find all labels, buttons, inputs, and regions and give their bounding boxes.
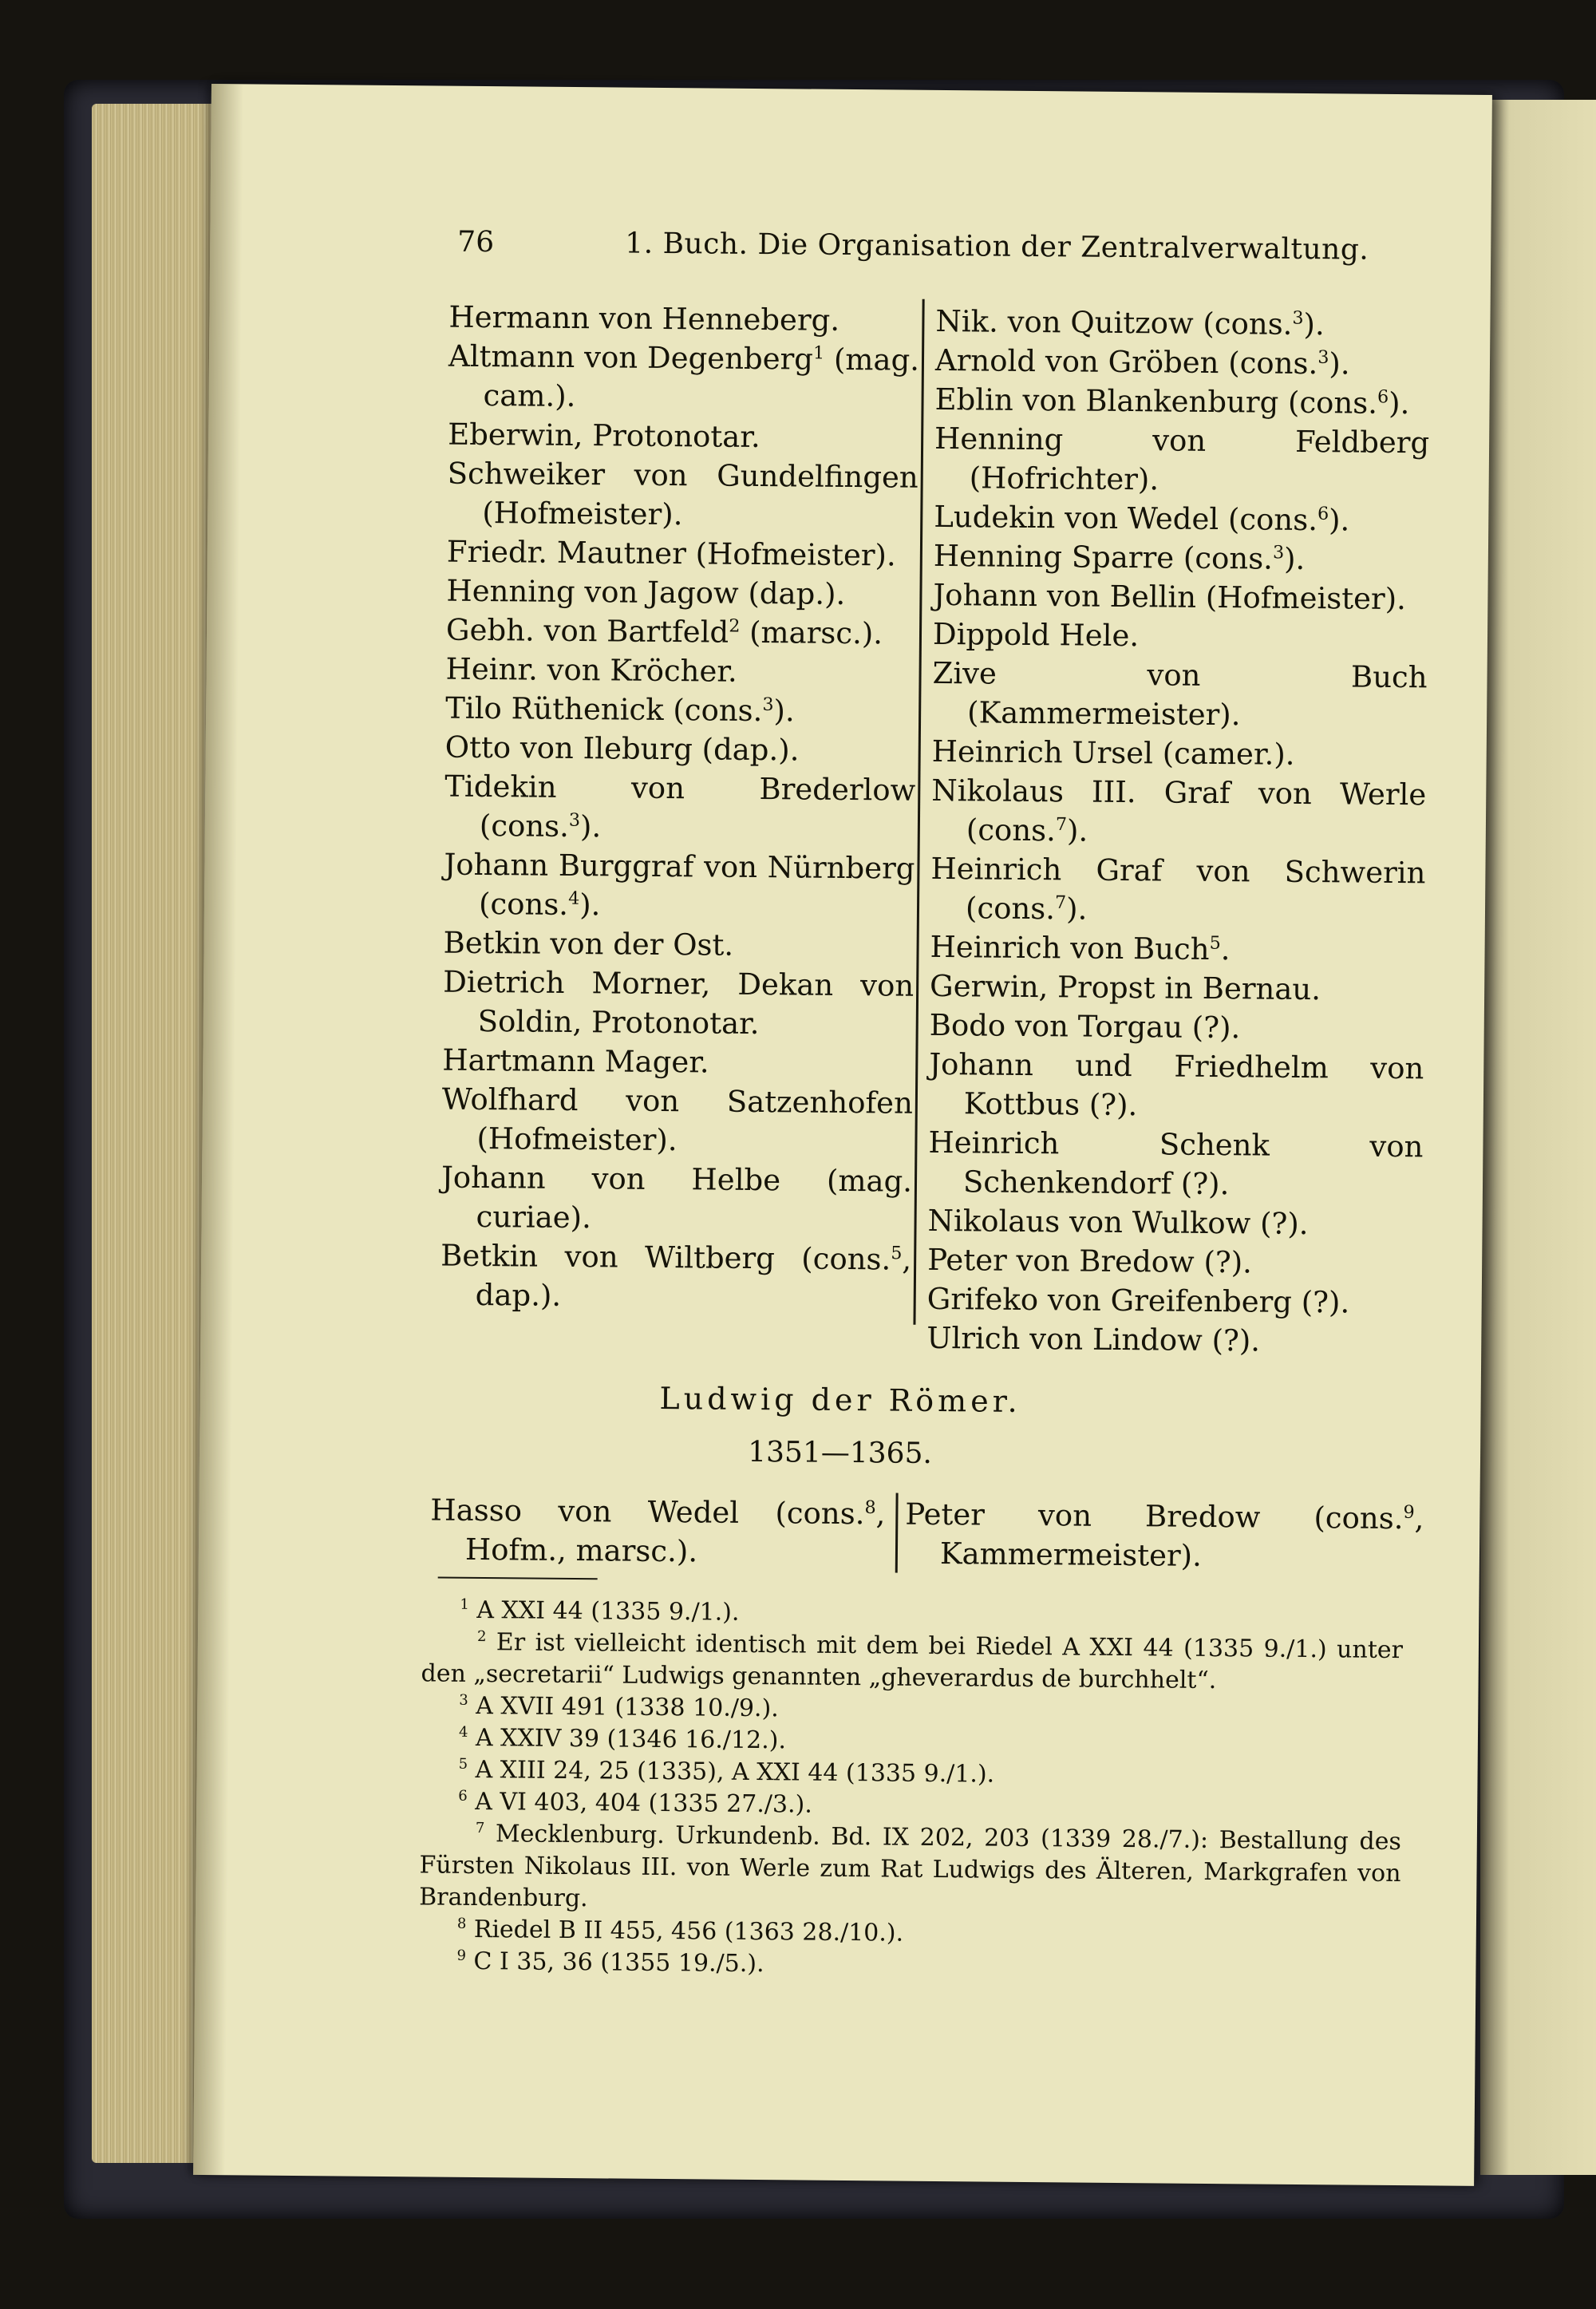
register-entry — [440, 1236, 912, 1319]
entry-text: Johann von Bellin (Hofmeister). — [933, 577, 1407, 617]
entry-text: Eberwin, Protonotar. — [447, 417, 760, 455]
entry-text: Altmann von Degenberg — [448, 338, 814, 377]
register-entry — [935, 341, 1430, 384]
running-head: 1. Buch. Die Organisation der Zentralverwaltung. — [625, 227, 1369, 267]
entry-text: Tidekin von Brederlow (cons. — [444, 769, 916, 844]
entry-text: Gerwin, Propst in Bernau. — [929, 968, 1321, 1007]
register-entry — [930, 927, 1424, 971]
entry-text-after: ). — [773, 694, 795, 729]
entry-text: Johann und Friedhelm von Kottbus (?). — [929, 1046, 1424, 1123]
entry-text: Grifeko von Greifenberg (?). — [926, 1281, 1350, 1320]
footnote-marker: 7 — [1055, 813, 1068, 836]
footnote-text: Er ist vielleicht identisch mit dem bei Riedel A XXI 44 (1335 9./1.) unter den „secretarii“ Ludwigs genannten „gheverardus de burchhelt“. — [421, 1628, 1404, 1695]
register-entry — [441, 1080, 913, 1162]
entry-text-after: ). — [1328, 503, 1350, 538]
register-entry — [443, 963, 915, 1045]
entry-text: Schweiker von Gundelfingen (Hofmeister). — [447, 456, 918, 532]
entry-text: Nikolaus von Wulkow (?). — [927, 1203, 1309, 1242]
register-entry — [934, 380, 1429, 423]
footnote-text: C I 35, 36 (1355 19./5.). — [465, 1947, 764, 1979]
entry-text: Hermann von Henneberg. — [448, 299, 840, 338]
footnote-text: A XXI 44 (1335 9./1.). — [468, 1595, 740, 1627]
register-entry — [930, 1006, 1424, 1049]
footnote-number: 5 — [458, 1755, 468, 1773]
entry-text-after: , Kammermeister). — [939, 1501, 1424, 1573]
entry-text: Gebh. von Bartfeld — [445, 612, 729, 650]
entry-text-after: , dap.). — [475, 1242, 912, 1313]
register-entry — [446, 571, 917, 615]
section-column-divider — [895, 1493, 899, 1573]
register-entry — [928, 1123, 1424, 1205]
entry-text: Dippold Hele. — [932, 616, 1140, 654]
register-entry — [442, 1041, 913, 1084]
entry-text: Heinrich Ursel (camer.). — [931, 733, 1295, 772]
register-entry — [926, 1319, 1421, 1362]
footnote-marker: 5 — [1209, 932, 1221, 954]
entry-text: Eblin von Blankenburg (cons. — [934, 382, 1378, 421]
register-entry — [935, 302, 1430, 345]
footnote-marker: 6 — [1317, 503, 1329, 524]
entry-text: Hartmann Mager. — [442, 1042, 709, 1080]
footnote-marker: 1 — [812, 342, 825, 364]
entry-text: Heinrich Schenk von Schenkendorf (?). — [928, 1125, 1424, 1202]
register-entry — [933, 615, 1428, 658]
register-entry — [930, 849, 1426, 931]
entry-text-after: ). — [1303, 306, 1325, 342]
footnote-text: A XIII 24, 25 (1335), A XXI 44 (1335 9./1.). — [467, 1755, 995, 1789]
entry-text: Henning von Feldberg (Hofrichter). — [934, 421, 1430, 497]
right-column — [926, 302, 1431, 1362]
footnote-marker: 3 — [1292, 307, 1304, 329]
footnote-number: 3 — [459, 1691, 468, 1709]
register-entry — [932, 732, 1427, 775]
footnote-marker: 6 — [1377, 386, 1389, 408]
entry-text: Nikolaus III. Graf von Werle (cons. — [931, 773, 1427, 848]
facing-page — [1480, 100, 1596, 2175]
register-entry — [933, 575, 1428, 619]
entry-text: Henning von Jagow (dap.). — [446, 573, 846, 611]
entry-text: Betkin von der Ost. — [443, 925, 734, 963]
footnote-marker: 9 — [1403, 1501, 1415, 1523]
entry-text: Betkin von Wiltberg (cons. — [440, 1238, 891, 1277]
register-entry — [443, 923, 914, 967]
footnote-text: A VI 403, 404 (1335 27./3.). — [467, 1787, 813, 1819]
entry-text-after: (marsc.). — [740, 615, 883, 651]
footnote-marker: 2 — [729, 615, 741, 637]
register-entry — [445, 728, 916, 771]
footnote — [419, 1817, 1401, 1922]
entry-text: Ulrich von Lindow (?). — [926, 1320, 1261, 1358]
entry-text: Dietrich Morner, Dekan von Soldin, Protonotar. — [443, 964, 915, 1042]
footnote-text: Riedel B II 455, 456 (1363 28./10.). — [466, 1915, 904, 1947]
footnote-number: 8 — [456, 1915, 467, 1932]
register-entry — [440, 1158, 912, 1240]
entry-text: Peter von Bredow (cons. — [905, 1497, 1404, 1536]
entry-text-after: ). — [1283, 541, 1306, 576]
register-entry — [445, 650, 916, 693]
entry-text-after: ). — [1388, 385, 1410, 421]
register-entry — [927, 1201, 1422, 1244]
section-left-column — [430, 1490, 886, 1572]
footnote-number: 1 — [460, 1595, 469, 1613]
entry-text-after: ). — [1065, 892, 1088, 927]
entry-text: Heinr. von Kröcher. — [445, 651, 737, 689]
register-entry — [927, 1240, 1422, 1283]
footnote-rule — [438, 1577, 598, 1580]
register-entry — [927, 1279, 1422, 1323]
footnote-marker: 3 — [1272, 542, 1285, 563]
entry-text-after: ). — [579, 888, 601, 923]
footnote — [421, 1626, 1403, 1698]
entry-text: Johann von Helbe (mag. curiae). — [440, 1160, 913, 1236]
register-entry — [446, 611, 917, 654]
register-entry — [447, 454, 918, 536]
register-entry — [448, 298, 919, 341]
register-entry — [934, 497, 1428, 540]
register-entry — [929, 1045, 1424, 1127]
entry-text-after: , Hofm., marsc.). — [464, 1497, 886, 1569]
footnote-marker: 8 — [864, 1497, 876, 1519]
entry-text-after: ). — [1329, 346, 1350, 382]
entry-text-after: . — [1220, 932, 1231, 967]
entry-text: Bodo von Torgau (?). — [929, 1007, 1241, 1046]
footnote-marker: 7 — [1054, 892, 1067, 914]
footnote-marker: 4 — [568, 888, 580, 909]
entry-text-after: ). — [1066, 813, 1088, 848]
footnote-marker: 3 — [1317, 346, 1329, 368]
entry-text-after: ). — [579, 809, 602, 844]
footnote-number: 6 — [458, 1787, 468, 1805]
entry-text: Friedr. Mautner (Hofmeister). — [446, 534, 896, 573]
register-entry — [934, 419, 1430, 501]
entry-text: Hasso von Wedel (cons. — [430, 1493, 865, 1532]
register-entry — [444, 767, 916, 849]
register-entry — [430, 1490, 886, 1572]
footnote-number: 2 — [476, 1627, 487, 1646]
entry-text: Ludekin von Wedel (cons. — [934, 499, 1318, 538]
left-column — [440, 298, 920, 1319]
footnote-text: A XXIV 39 (1346 16./12.). — [468, 1723, 787, 1755]
register-entry — [934, 536, 1428, 579]
footnote-number: 4 — [458, 1723, 468, 1741]
entry-text: Heinrich Graf von Schwerin (cons. — [930, 851, 1426, 927]
entry-text: Tilo Rüthenick (cons. — [444, 690, 763, 729]
register-entry — [444, 845, 915, 927]
footnote-marker: 3 — [762, 694, 774, 715]
footnote-number: 9 — [456, 1947, 467, 1964]
register-entry — [448, 337, 919, 419]
book-page — [193, 84, 1492, 2186]
register-entry — [445, 689, 916, 732]
section-title: Ludwig der Römer. — [659, 1380, 1021, 1419]
register-entry — [447, 532, 918, 575]
entry-text: Henning Sparre (cons. — [933, 538, 1274, 576]
entry-text: Johann Burggraf von Nürnberg (cons. — [444, 847, 915, 922]
entry-text: Arnold von Gröben (cons. — [934, 342, 1318, 382]
register-entry — [931, 771, 1427, 853]
page-number: 76 — [457, 225, 495, 259]
register-entry — [930, 967, 1424, 1010]
entry-text: Zive von Buch (Kammermeister). — [932, 655, 1428, 733]
entry-text: Peter von Bredow (?). — [926, 1242, 1253, 1280]
section-right-column — [905, 1495, 1424, 1578]
footnote-number: 7 — [475, 1819, 485, 1837]
entry-text: Otto von Ileburg (dap.). — [444, 729, 800, 768]
page-header — [457, 226, 1471, 275]
entry-text-after: (mag. cam.). — [483, 342, 920, 413]
entry-text: Nik. von Quitzow (cons. — [935, 303, 1293, 342]
section-years: 1351—1365. — [748, 1435, 933, 1470]
footnote-marker: 5 — [891, 1243, 903, 1264]
register-entry — [905, 1495, 1424, 1578]
register-entry — [932, 654, 1428, 736]
entry-text: Heinrich von Buch — [930, 929, 1210, 967]
entry-text: Wolfhard von Satzenhofen (Hofmeister). — [441, 1081, 914, 1158]
footnotes — [418, 1594, 1403, 1986]
footnote-marker: 3 — [568, 809, 581, 831]
footnote-text: Mecklenburg. Urkundenb. Bd. IX 202, 203 (1339 28./7.): Bestallung des Fürsten Nikolaus III. von Werle zum Rat Ludwigs des Älteren, Markgrafen von Brandenburg. — [419, 1820, 1401, 1913]
footnote-text: A XVII 491 (1338 10./9.). — [468, 1691, 779, 1723]
register-entry — [448, 415, 918, 458]
